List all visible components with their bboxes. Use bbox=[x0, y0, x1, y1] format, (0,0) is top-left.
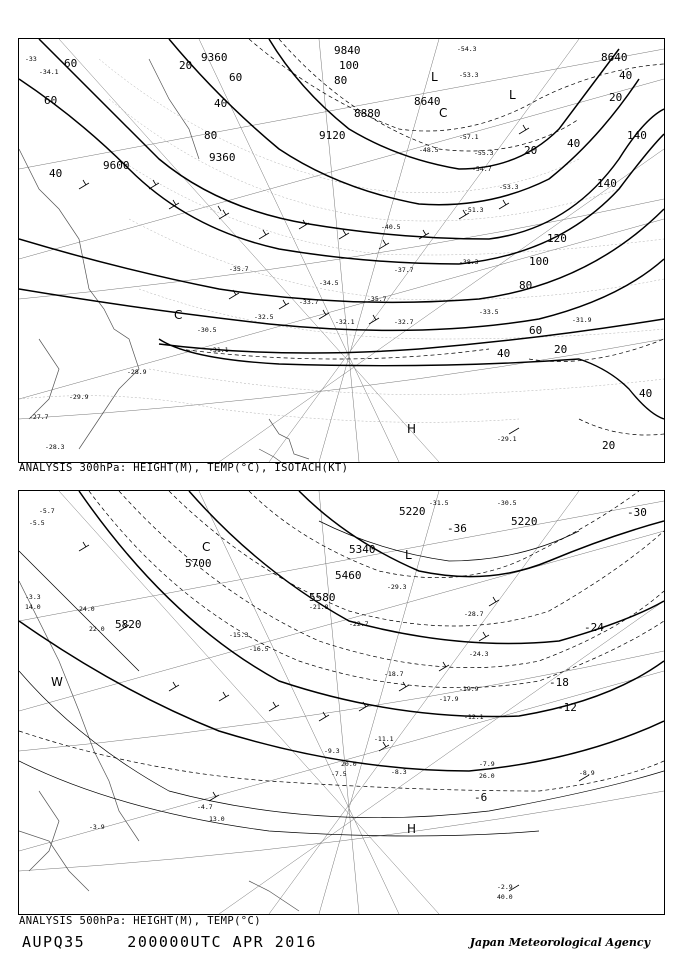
map-300hpa bbox=[18, 38, 665, 463]
station-label: -3.9 bbox=[89, 823, 105, 831]
temp-label: -55.3 bbox=[474, 149, 494, 157]
temp-label: -35.7 bbox=[367, 295, 387, 303]
height-label: 9840 bbox=[334, 44, 361, 57]
station-label: -31.5 bbox=[429, 499, 449, 507]
map-500hpa-svg bbox=[19, 491, 664, 914]
height-label: 9360 bbox=[209, 151, 236, 164]
high-center: H bbox=[407, 422, 417, 436]
cold-center: C bbox=[439, 106, 448, 120]
station-label: -24.3 bbox=[469, 650, 489, 658]
height-label: 5460 bbox=[335, 569, 362, 582]
agency-name: Japan Meteorological Agency bbox=[469, 936, 650, 949]
height-label: 5220 bbox=[511, 515, 538, 528]
isotach-label: 20 bbox=[609, 91, 623, 104]
temp-label: -51.3 bbox=[464, 206, 484, 214]
height-label: 8880 bbox=[354, 107, 381, 120]
height-label: 9360 bbox=[201, 51, 228, 64]
height-label: 5820 bbox=[115, 618, 142, 631]
temp-label: -28.9 bbox=[127, 368, 147, 376]
isotach-label: 20 bbox=[602, 439, 616, 452]
temp-isotherms bbox=[19, 59, 664, 422]
temp-label: -53.3 bbox=[459, 71, 479, 79]
isotach-label: 120 bbox=[547, 232, 567, 245]
isotherm-label: -6 bbox=[474, 791, 488, 804]
height-label: 8640 bbox=[414, 95, 441, 108]
map-300hpa-svg bbox=[19, 39, 664, 462]
temp-label: -29.9 bbox=[69, 393, 89, 401]
temp-label: -57.1 bbox=[459, 133, 479, 141]
temp-label: -54.3 bbox=[457, 45, 477, 53]
temp-label: -30.5 bbox=[197, 326, 217, 334]
temp-label: -35.7 bbox=[229, 265, 249, 273]
temp-label: -29.1 bbox=[497, 435, 517, 443]
temp-label: -33.5 bbox=[479, 308, 499, 316]
isotach-label: 140 bbox=[597, 177, 617, 190]
temp-label: -34.1 bbox=[39, 68, 59, 76]
station-label: -22.7 bbox=[349, 620, 369, 628]
station-label: -21.8 bbox=[309, 603, 329, 611]
station-label: -16.5 bbox=[249, 645, 269, 653]
height-label: 9120 bbox=[319, 129, 346, 142]
temp-label: -27.7 bbox=[29, 413, 49, 421]
temp-label: -54.7 bbox=[472, 165, 492, 173]
isotherm-lines bbox=[19, 491, 664, 791]
temp-label: -34.5 bbox=[319, 279, 339, 287]
isotach-label: 60 bbox=[229, 71, 243, 84]
caption-300hpa: ANALYSIS 300hPa: HEIGHT(M), TEMP(°C), ISOTACH(KT) bbox=[19, 462, 349, 474]
station-label: 24.0 bbox=[79, 605, 95, 613]
station-labels bbox=[25, 499, 595, 901]
isotach-label: 40 bbox=[567, 137, 581, 150]
station-label: -15.3 bbox=[229, 631, 249, 639]
temp-label: -33.7 bbox=[299, 298, 319, 306]
temp-labels bbox=[25, 45, 592, 451]
isotach-label: 60 bbox=[64, 57, 78, 70]
temp-label: -28.3 bbox=[45, 443, 65, 451]
height-label: 9600 bbox=[103, 159, 130, 172]
station-label: -12.1 bbox=[464, 713, 484, 721]
station-label: -19.9 bbox=[459, 685, 479, 693]
station-label: -7.9 bbox=[479, 760, 495, 768]
isotherm-label: -36 bbox=[447, 522, 467, 535]
wind-barbs bbox=[79, 125, 529, 434]
isotach-label: 140 bbox=[627, 129, 647, 142]
station-label: -4.7 bbox=[197, 803, 213, 811]
station-label: -8.9 bbox=[579, 769, 595, 777]
station-label: -5.5 bbox=[29, 519, 45, 527]
isotach-label: 40 bbox=[49, 167, 63, 180]
isotherm-label: -30 bbox=[627, 506, 647, 519]
isotach-label: 60 bbox=[529, 324, 543, 337]
station-label: -17.9 bbox=[439, 695, 459, 703]
isotach-label: 40 bbox=[497, 347, 511, 360]
temp-label: -40.5 bbox=[381, 223, 401, 231]
temp-label: -38.3 bbox=[459, 258, 479, 266]
low-center: L bbox=[405, 548, 412, 562]
station-label: -28.7 bbox=[464, 610, 484, 618]
isotach-label: 20 bbox=[554, 343, 568, 356]
isotach-label: 20 bbox=[524, 144, 538, 157]
station-label: 40.0 bbox=[497, 893, 513, 901]
graticule bbox=[19, 39, 664, 462]
temp-label: -53.3 bbox=[499, 183, 519, 191]
caption-500hpa: ANALYSIS 500hPa: HEIGHT(M), TEMP(°C) bbox=[19, 915, 261, 927]
isotherm-label: -18 bbox=[549, 676, 569, 689]
coastline bbox=[19, 59, 309, 462]
temp-label: -48.5 bbox=[419, 146, 439, 154]
isotach-label: 20 bbox=[179, 59, 193, 72]
isotach-label: 80 bbox=[334, 74, 348, 87]
isotach-label: 80 bbox=[204, 129, 218, 142]
high-center: H bbox=[407, 822, 417, 836]
isotherm-label: -24 bbox=[584, 621, 604, 634]
station-label: -9.3 bbox=[324, 747, 340, 755]
station-label: -29.3 bbox=[387, 583, 407, 591]
cold-center: C bbox=[174, 308, 183, 322]
station-label: -2.9 bbox=[497, 883, 513, 891]
chart-code: AUPQ35 200000UTC APR 2016 bbox=[22, 933, 317, 951]
height-label: 5580 bbox=[309, 591, 336, 604]
height-label: 5340 bbox=[349, 543, 376, 556]
isotach-label: 40 bbox=[619, 69, 633, 82]
isotach-label: 80 bbox=[519, 279, 533, 292]
temp-label: -32.5 bbox=[254, 313, 274, 321]
station-label: 26.0 bbox=[479, 772, 495, 780]
isotach-label: 100 bbox=[339, 59, 359, 72]
temp-label: -32.7 bbox=[394, 318, 414, 326]
height-label: 5220 bbox=[399, 505, 426, 518]
station-label: -30.5 bbox=[497, 499, 517, 507]
isotach-label: 40 bbox=[214, 97, 228, 110]
temp-label: -31.1 bbox=[209, 346, 229, 354]
isotach-labels bbox=[44, 57, 652, 452]
low-center: L bbox=[509, 88, 516, 102]
temp-label: -31.9 bbox=[572, 316, 592, 324]
station-label: -18.7 bbox=[384, 670, 404, 678]
pressure-centers bbox=[51, 540, 416, 836]
station-label: 14.0 bbox=[25, 603, 41, 611]
height-label: 8640 bbox=[601, 51, 628, 64]
station-label: -8.3 bbox=[391, 768, 407, 776]
station-label: -3.3 bbox=[25, 593, 41, 601]
isotach-label: 60 bbox=[44, 94, 58, 107]
station-label: 13.0 bbox=[209, 815, 225, 823]
temp-label: -33 bbox=[25, 55, 37, 63]
coastline bbox=[19, 581, 299, 911]
low-center: L bbox=[431, 70, 438, 84]
cold-center: C bbox=[202, 540, 211, 554]
isotach-label: 40 bbox=[639, 387, 653, 400]
isotherm-label: -12 bbox=[557, 701, 577, 714]
station-label: -11.1 bbox=[374, 735, 394, 743]
temp-label: -32.1 bbox=[335, 318, 355, 326]
map-500hpa bbox=[18, 490, 665, 915]
station-label: 20.0 bbox=[341, 760, 357, 768]
isotach-label: 100 bbox=[529, 255, 549, 268]
warm-center: W bbox=[51, 675, 63, 689]
station-label: -5.7 bbox=[39, 507, 55, 515]
height-label: 5700 bbox=[185, 557, 212, 570]
station-label: 22.0 bbox=[89, 625, 105, 633]
station-label: -7.5 bbox=[331, 770, 347, 778]
temp-label: -37.7 bbox=[394, 266, 414, 274]
